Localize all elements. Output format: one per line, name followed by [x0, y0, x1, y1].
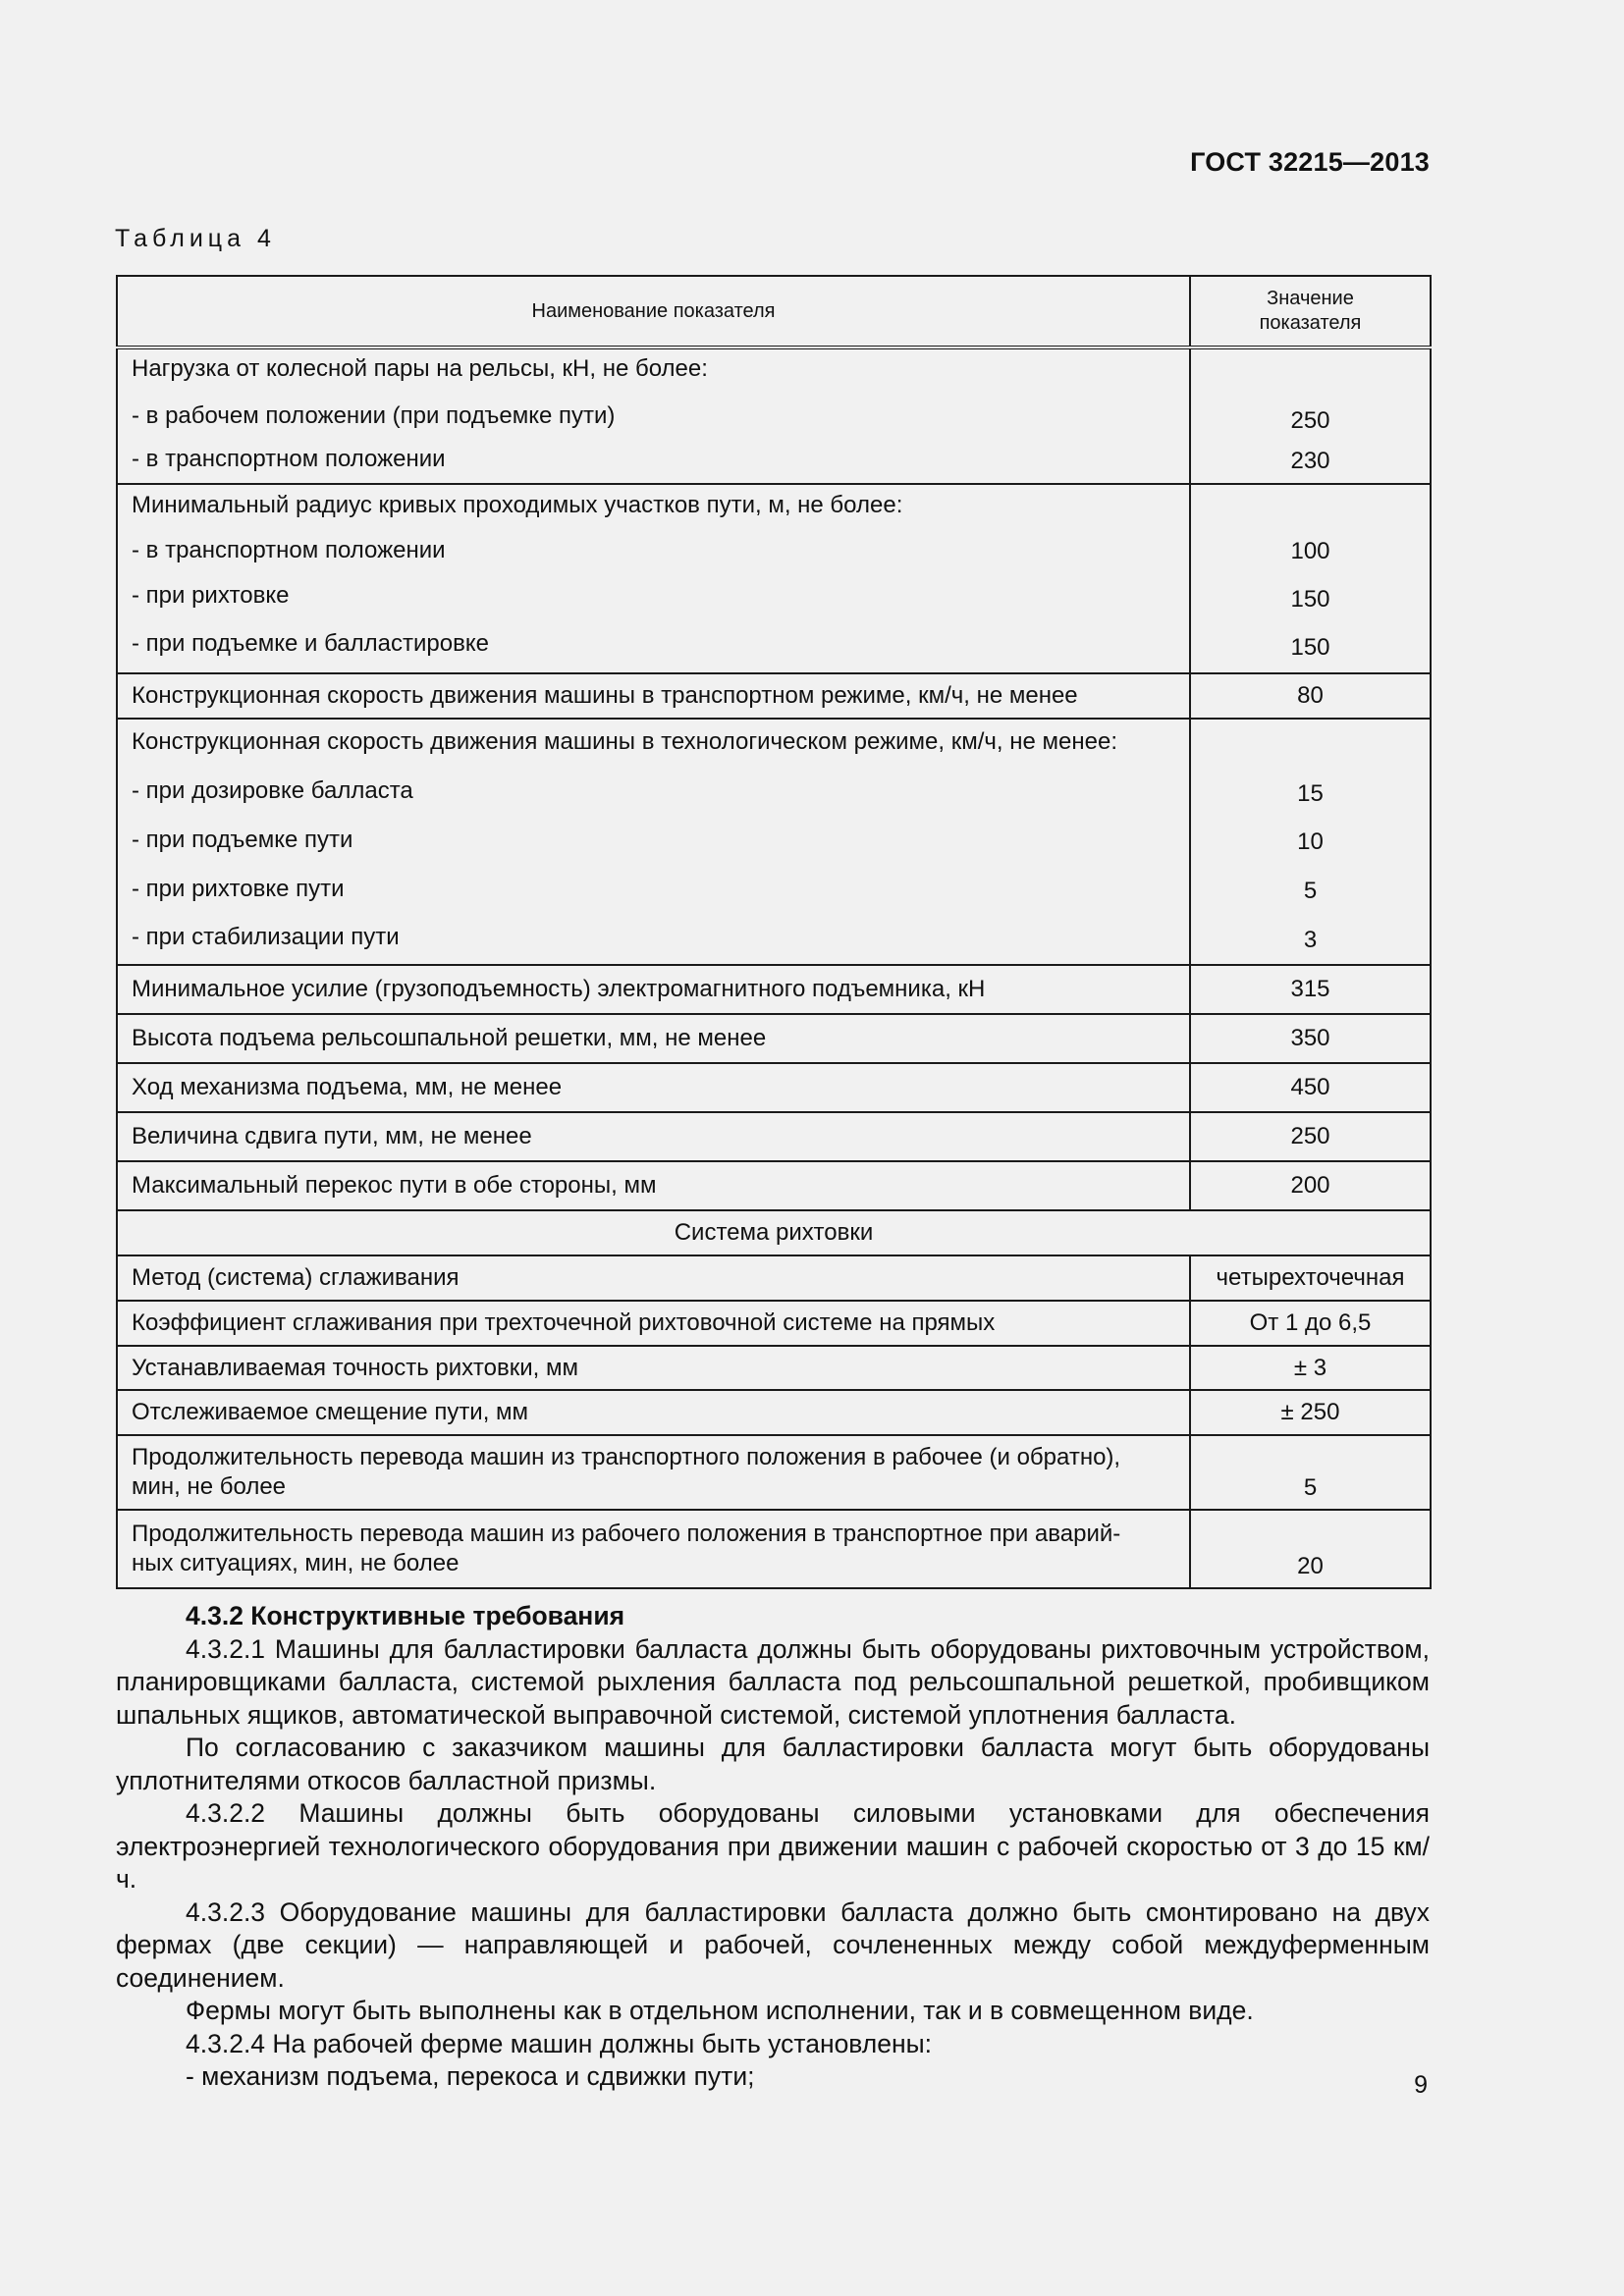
row-sub-label: - при подъемке и балластировке — [132, 630, 489, 657]
row-value: четырехточечная — [1190, 1255, 1431, 1301]
row-value: ± 3 — [1190, 1346, 1431, 1390]
row-name: Конструкционная скорость движения машины в транспортном режиме, км/ч, не менее — [117, 673, 1190, 719]
row-sub-label: - в транспортном положении — [132, 446, 446, 472]
header-value — [1190, 276, 1431, 347]
table-row — [117, 1014, 1431, 1063]
paragraph: - механизм подъема, перекоса и сдвижки пути; — [186, 2061, 755, 2091]
table-row — [117, 1112, 1431, 1161]
row-name: Нагрузка от колесной пары на рельсы, кН, не более: — [132, 355, 708, 382]
paragraph: 4.3.2.1 Машины для балластировки балласта должны быть оборудованы рихтовочным устройством, планировщиками балласта, системой рыхления балласта под рельсошпальной решеткой, пробивщиком шпальных ящиков, автоматической выправочной системой, системой уплотнения балласта. — [116, 1633, 1430, 1730]
table-row — [117, 484, 1431, 673]
row-value: 315 — [1190, 965, 1431, 1014]
row-name: Минимальное усилие (грузоподъемность) электромагнитного подъемника, кН — [117, 965, 1190, 1014]
table-row — [117, 719, 1431, 965]
table-row — [117, 1390, 1431, 1435]
body-text — [116, 1600, 1430, 2094]
row-value: 200 — [1190, 1161, 1431, 1210]
row-value: 20 — [1190, 1510, 1431, 1588]
row-sub-value: 100 — [1290, 538, 1330, 564]
row-sub-value: 250 — [1290, 407, 1330, 434]
header-value-line2: показателя — [1259, 312, 1362, 334]
row-sub-label: - при подъемке пути — [132, 827, 353, 853]
row-name: Минимальный радиус кривых проходимых участков пути, м, не более: — [132, 492, 903, 518]
paragraph: 4.3.2.2 Машины должны быть оборудованы силовыми установками для обеспечения электроэнергией технологического оборудования при движении машин с рабочей скоростью от 3 до 15 км/ч. — [116, 1798, 1430, 1894]
row-name: Величина сдвига пути, мм, не менее — [117, 1112, 1190, 1161]
row-name: Максимальный перекос пути в обе стороны, мм — [117, 1161, 1190, 1210]
section-title: Система рихтовки — [117, 1210, 1431, 1255]
row-sub-value: 15 — [1297, 780, 1324, 807]
row-value: 350 — [1190, 1014, 1431, 1063]
row-name: Метод (система) сглаживания — [117, 1255, 1190, 1301]
row-name-line: Продолжительность перевода машин из транспортного положения в рабочее (и обратно), — [132, 1444, 1121, 1470]
table-row — [117, 1346, 1431, 1390]
row-value: 5 — [1190, 1435, 1431, 1510]
row-name: Отслеживаемое смещение пути, мм — [117, 1390, 1190, 1435]
table-row — [117, 1510, 1431, 1588]
table-row — [117, 1063, 1431, 1112]
row-name: Коэффициент сглаживания при трехточечной рихтовочной системе на прямых — [117, 1301, 1190, 1346]
row-name: Устанавливаемая точность рихтовки, мм — [117, 1346, 1190, 1390]
row-sub-value: 10 — [1297, 828, 1324, 855]
standard-code: ГОСТ 32215—2013 — [1190, 147, 1430, 177]
row-value-cell — [1190, 719, 1431, 965]
row-name: Высота подъема рельсошпальной решетки, мм, не менее — [117, 1014, 1190, 1063]
parameters-table — [116, 275, 1432, 1589]
row-name-cell — [117, 1435, 1190, 1510]
row-sub-value: 3 — [1303, 927, 1318, 953]
page-number: 9 — [1414, 2071, 1428, 2099]
row-name-cell — [117, 1510, 1190, 1588]
row-sub-label: - при стабилизации пути — [132, 924, 400, 950]
row-name-cell — [117, 484, 1190, 673]
row-name-line: мин, не более — [132, 1473, 287, 1500]
row-value: 450 — [1190, 1063, 1431, 1112]
row-sub-label: - в рабочем положении (при подъемке пути) — [132, 402, 616, 429]
table-caption: Таблица 4 — [115, 225, 276, 252]
table-row — [117, 673, 1431, 719]
section-heading: 4.3.2 Конструктивные требования — [186, 1601, 625, 1630]
row-value: 250 — [1190, 1112, 1431, 1161]
row-value: От 1 до 6,5 — [1190, 1301, 1431, 1346]
header-value-line1: Значение — [1267, 288, 1354, 309]
table-row — [117, 347, 1431, 484]
table-row — [117, 1435, 1431, 1510]
row-sub-value: 230 — [1290, 448, 1330, 474]
table-row — [117, 1301, 1431, 1346]
table-row — [117, 1161, 1431, 1210]
row-sub-label: - при дозировке балласта — [132, 777, 413, 804]
row-value: ± 250 — [1190, 1390, 1431, 1435]
row-value-cell — [1190, 484, 1431, 673]
paragraph: 4.3.2.4 На рабочей ферме машин должны быть установлены: — [186, 2028, 933, 2058]
section-row — [117, 1210, 1431, 1255]
row-name: Конструкционная скорость движения машины в технологическом режиме, км/ч, не менее: — [132, 728, 1117, 755]
row-value: 80 — [1190, 673, 1431, 719]
row-name-line: ных ситуациях, мин, не более — [132, 1550, 460, 1576]
row-sub-value: 150 — [1290, 634, 1330, 661]
row-sub-value: 5 — [1303, 878, 1318, 904]
paragraph: 4.3.2.3 Оборудование машины для балластировки балласта должно быть смонтировано на двух фермах (две секции) — направляющей и рабочей, сочлененных между собой междуферменным соединением. — [116, 1896, 1430, 1993]
row-name-cell — [117, 347, 1190, 484]
row-sub-label: - в транспортном положении — [132, 537, 446, 563]
row-name: Ход механизма подъема, мм, не менее — [117, 1063, 1190, 1112]
row-name-line: Продолжительность перевода машин из рабочего положения в транспортное при аварий- — [132, 1521, 1121, 1547]
row-sub-value: 150 — [1290, 586, 1330, 613]
row-sub-label: - при рихтовке пути — [132, 876, 345, 902]
paragraph: Фермы могут быть выполнены как в отдельном исполнении, так и в совмещенном виде. — [186, 1996, 1254, 2025]
table-header-row — [117, 276, 1431, 347]
paragraph: По согласованию с заказчиком машины для балластировки балласта могут быть оборудованы уплотнителями откосов балластной призмы. — [116, 1733, 1430, 1795]
table-row — [117, 1255, 1431, 1301]
row-value-cell — [1190, 347, 1431, 484]
header-name: Наименование показателя — [117, 276, 1190, 347]
row-name-cell — [117, 719, 1190, 965]
row-sub-label: - при рихтовке — [132, 582, 290, 609]
table-row — [117, 965, 1431, 1014]
